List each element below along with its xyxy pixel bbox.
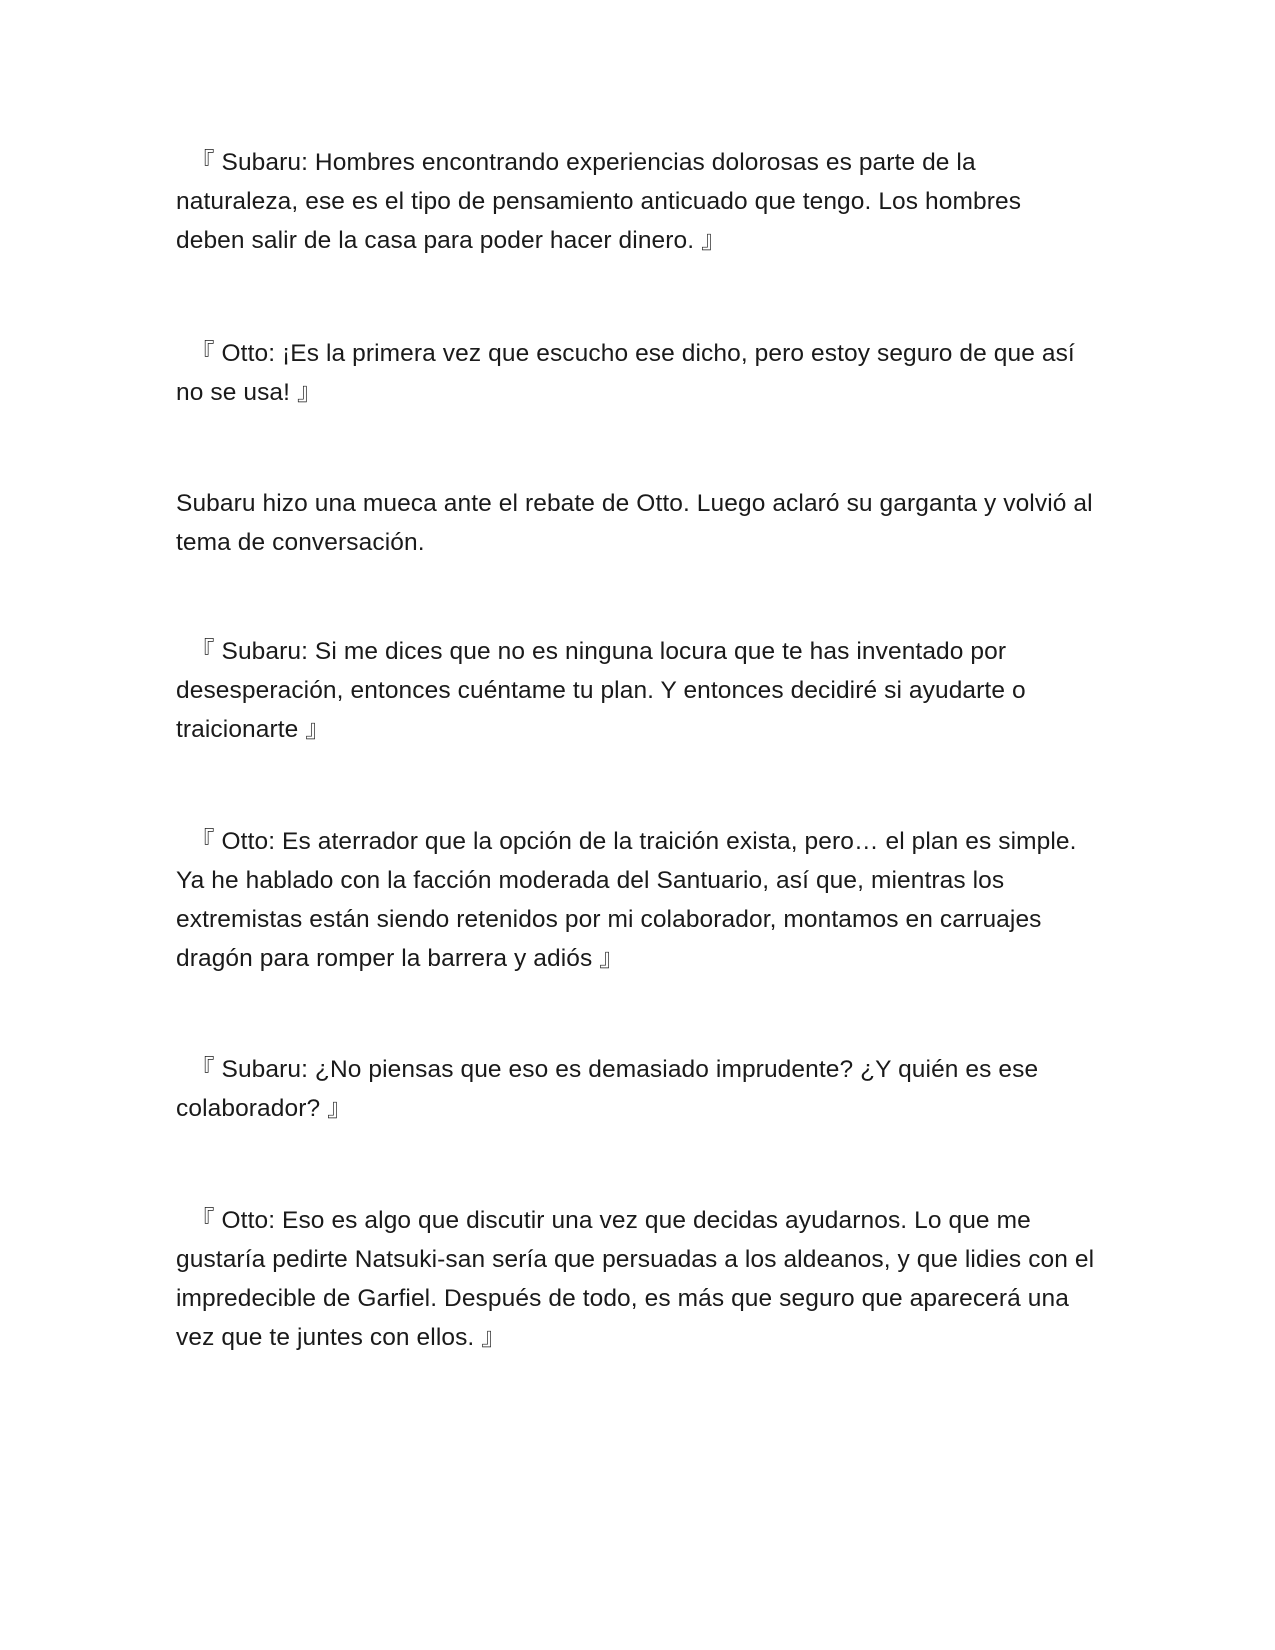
paragraph-otto-dialogue-1: 『 Otto: ¡Es la primera vez que escucho ese dicho, pero estoy seguro de que así no se usa! 』	[176, 340, 1075, 406]
paragraph-otto-dialogue-3: 『 Otto: Eso es algo que discutir una vez que decidas ayudarnos. Lo que me gustaría pedirte Natsuki-san sería que persuadas a los aldeanos, y que lidies con el impredecible de Garfiel. Después de todo, es más que seguro que aparecerá una vez que te juntes con ellos. 』	[176, 1207, 1095, 1351]
paragraph-subaru-dialogue-3: 『 Subaru: ¿No piensas que eso es demasiado imprudente? ¿Y quién es ese colaborador? 』	[176, 1056, 1039, 1122]
paragraph-subaru-dialogue-1: 『 Subaru: Hombres encontrando experiencias dolorosas es parte de la naturaleza, ese es el tipo de pensamiento anticuado que tengo. Los hombres deben salir de la casa para poder hacer dinero. 』	[176, 149, 1022, 254]
paragraph-subaru-dialogue-2: 『 Subaru: Si me dices que no es ninguna locura que te has inventado por desesperación, entonces cuéntame tu plan. Y entonces decidiré si ayudarte o traicionarte 』	[176, 638, 1026, 743]
paragraph-otto-dialogue-2: 『 Otto: Es aterrador que la opción de la traición exista, pero… el plan es simple. Ya he hablado con la facción moderada del Santuario, así que, mientras los extremistas están siendo retenidos por mi colaborador, montamos en carruajes dragón para romper la barrera y adiós 』	[176, 828, 1077, 972]
paragraph-narration-1: Subaru hizo una mueca ante el rebate de Otto. Luego aclaró su garganta y volvió al tema de conversación.	[176, 490, 1093, 556]
